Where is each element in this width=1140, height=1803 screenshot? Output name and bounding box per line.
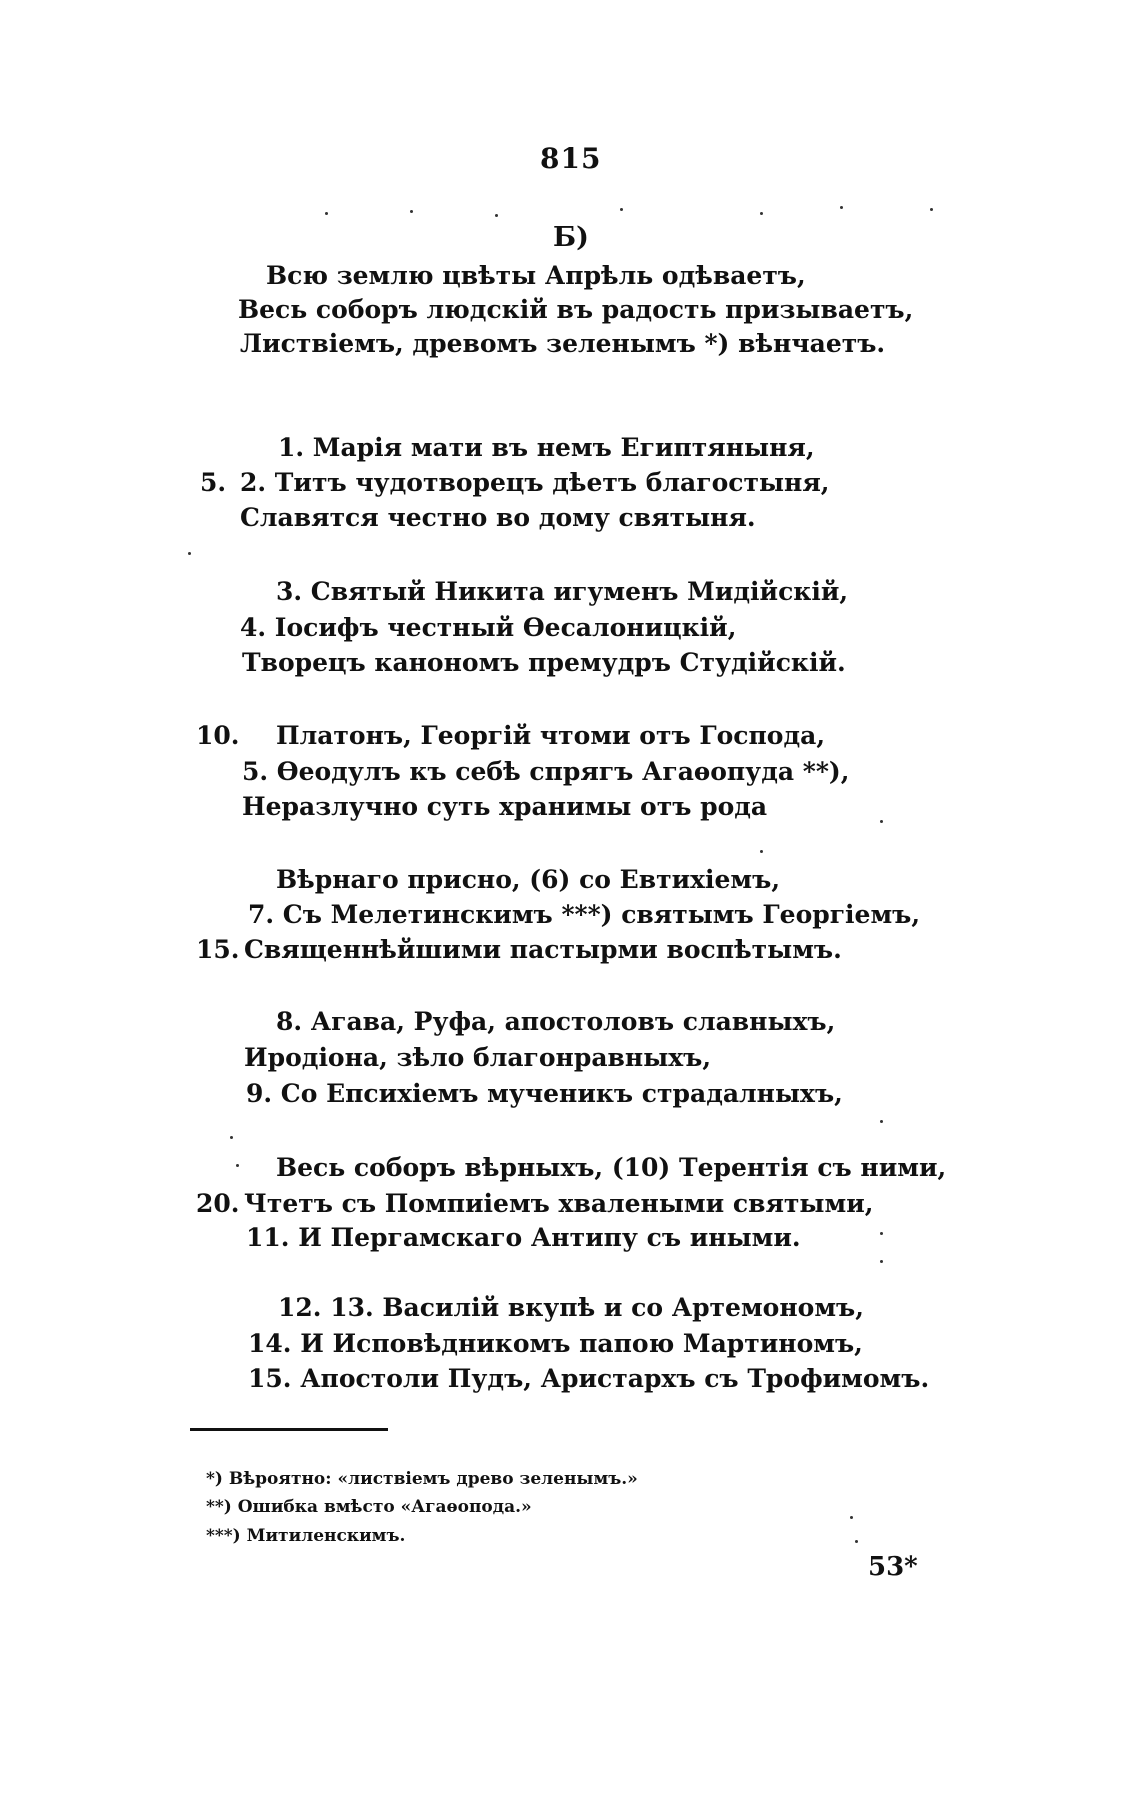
scan-speck [930,208,933,211]
scan-speck [188,552,191,555]
page-number: 815 [540,142,602,175]
scan-speck [880,820,883,823]
verse-line: 11. И Пергамскаго Антипу съ иными. [246,1223,801,1252]
verse-line: Вѣрнаго присно, (6) со Евтихіемъ, [276,865,781,894]
scan-speck [620,208,623,211]
verse-line-number: 15. [196,935,240,964]
scan-speck [850,1516,853,1519]
signature-mark: 53* [868,1552,918,1582]
verse-line: 4. Іосифъ честный Ѳесалоницкій, [240,613,737,642]
verse-line-number: 5. [200,468,227,497]
verse-line: Весь соборъ вѣрныхъ, (10) Терентія съ ними, [276,1153,947,1182]
footnote: ***) Митиленскимъ. [206,1526,406,1546]
scan-speck [855,1540,858,1543]
verse-line: Платонъ, Георгій чтоми отъ Господа, [276,721,826,750]
verse-line: 12. 13. Василій вкупѣ и со Артемономъ, [278,1293,864,1322]
verse-line-number: 20. [196,1189,240,1218]
verse-line: Священнѣйшими пастырми воспѣтымъ. [244,935,842,964]
scan-speck [410,210,413,213]
verse-line-number: 10. [196,721,240,750]
verse-line: Всю землю цвѣты Апрѣль одѣваетъ, [266,261,806,290]
verse-line: Весь соборъ людскій въ радость призываетъ, [238,295,914,324]
scan-speck [880,1232,883,1235]
section-label: Б) [553,222,589,253]
verse-line: Листвіемъ, древомъ зеленымъ *) вѣнчаетъ. [240,329,886,358]
scan-speck [760,850,763,853]
footnote: **) Ошибка вмѣсто «Агаѳопода.» [206,1497,532,1517]
scan-speck [760,212,763,215]
scan-speck [840,206,843,209]
verse-line: 9. Со Епсихіемъ мученикъ страдалныхъ, [246,1079,843,1108]
scan-speck [880,1120,883,1123]
verse-line: Чтетъ съ Помпиіемъ хвалеными святыми, [244,1189,874,1218]
verse-line: Творецъ канономъ премудръ Студійскій. [242,648,846,677]
verse-line: 1. Марія мати въ немъ Египтяныня, [278,433,815,462]
scan-speck [880,1260,883,1263]
scan-speck [325,212,328,215]
verse-line: Иродіона, зѣло благонравныхъ, [244,1043,712,1072]
scan-speck [236,1164,239,1167]
verse-line: 14. И Исповѣдникомъ папою Мартиномъ, [248,1329,863,1358]
verse-line: 15. Апостоли Пудъ, Аристархъ съ Трофимомъ. [248,1364,930,1393]
verse-line: 7. Съ Мелетинскимъ ***) святымъ Георгіемъ, [248,900,921,929]
footnote-divider [190,1428,388,1431]
verse-line: 5. Ѳеодулъ къ себѣ спрягъ Агаѳопуда **), [242,757,850,786]
verse-line: 2. Титъ чудотворецъ дѣетъ благостыня, [240,468,830,497]
verse-line: Славятся честно во дому святыня. [240,503,756,532]
verse-line: 3. Святый Никита игуменъ Мидійскій, [276,577,849,606]
scan-speck [495,214,498,217]
scan-speck [230,1136,233,1139]
verse-line: 8. Агава, Руфа, апостоловъ славныхъ, [276,1007,836,1036]
footnote: *) Вѣроятно: «листвіемъ древо зеленымъ.» [206,1469,638,1489]
verse-line: Неразлучно суть хранимы отъ рода [242,792,768,821]
